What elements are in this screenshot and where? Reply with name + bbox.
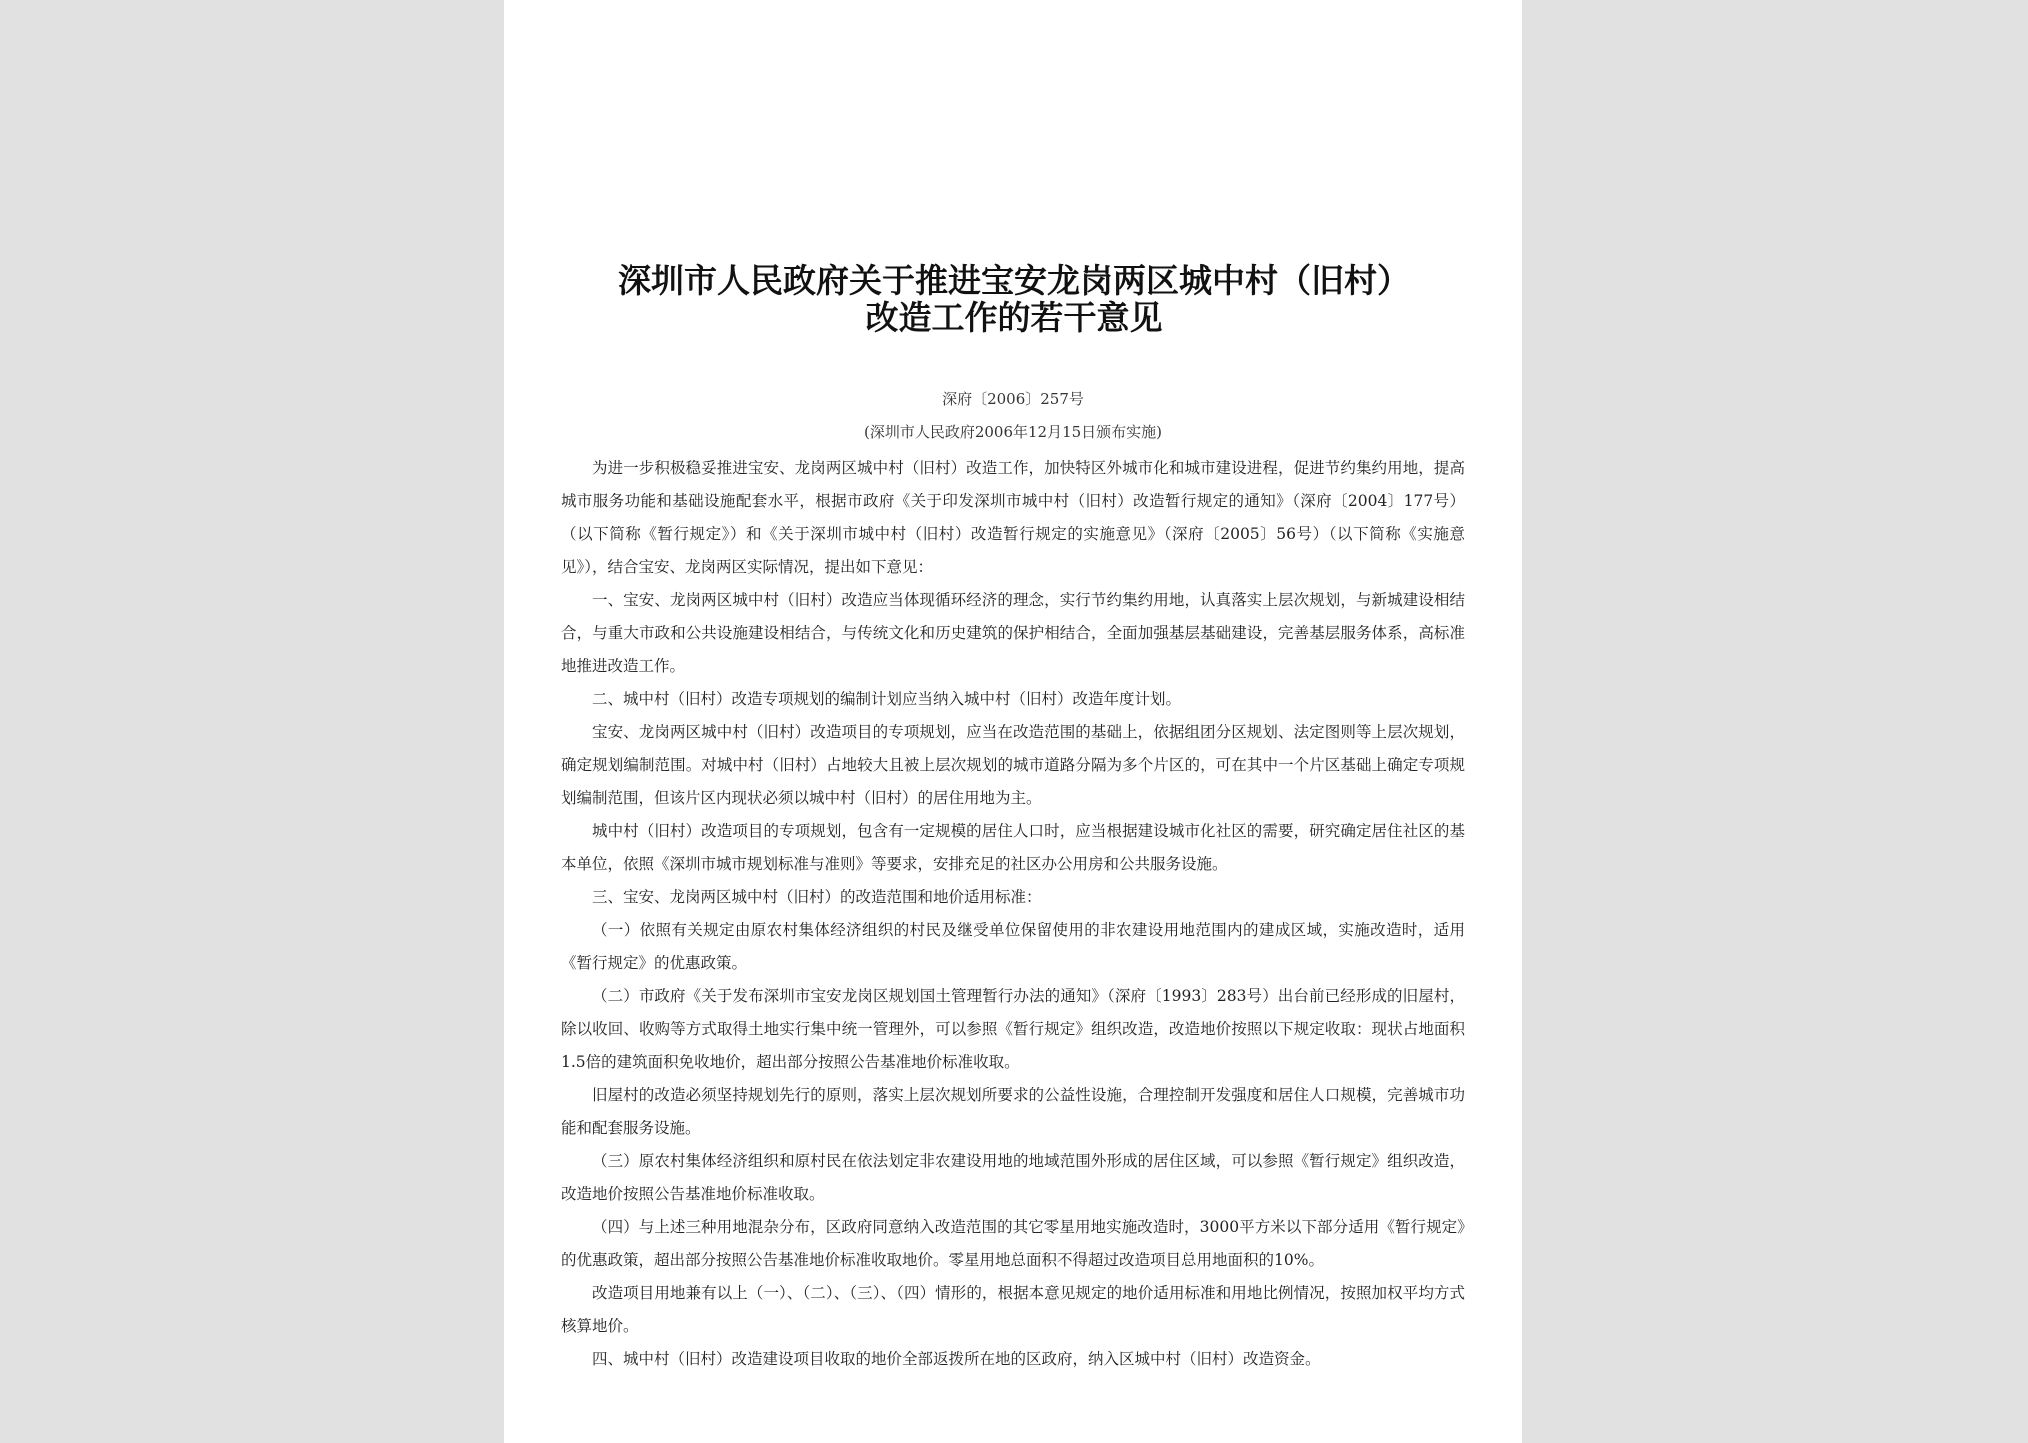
document-title: 深圳市人民政府关于推进宝安龙岗两区城中村（旧村）改造工作的若干意见 (618, 261, 1410, 337)
paragraph: 宝安、龙岗两区城中村（旧村）改造项目的专项规划，应当在改造范围的基础上，依据组团分区规划、法定图则等上层次规划，确定规划编制范围。对城中村（旧村）占地较大且被上层次规划的城市道路分隔为多个片区的，可在其中一个片区基础上确定专项规划编制范围，但该片区内现状必须以城中村（旧村）的居住用地为主。 (561, 723, 1465, 807)
document-body (561, 452, 1465, 1376)
paragraph: 改造项目用地兼有以上（一）、（二）、（三）、（四）情形的，根据本意见规定的地价适用标准和用地比例情况，按照加权平均方式核算地价。 (561, 1284, 1465, 1335)
paragraph-item-1: （一）依照有关规定由原农村集体经济组织的村民及继受单位保留使用的非农建设用地范围内的建成区域，实施改造时，适用《暂行规定》的优惠政策。 (561, 921, 1465, 972)
document-page (504, 0, 1522, 1443)
paragraph-section-4: 四、城中村（旧村）改造建设项目收取的地价全部返拨所在地的区政府，纳入区城中村（旧村）改造资金。 (592, 1350, 1321, 1368)
paragraph: 城中村（旧村）改造项目的专项规划，包含有一定规模的居住人口时，应当根据建设城市化社区的需要，研究确定居住社区的基本单位，依照《深圳市城市规划标准与准则》等要求，安排充足的社区办公用房和公共服务设施。 (561, 822, 1465, 873)
paragraph-section-2: 二、城中村（旧村）改造专项规划的编制计划应当纳入城中村（旧村）改造年度计划。 (592, 690, 1182, 708)
paragraph: 旧屋村的改造必须坚持规划先行的原则，落实上层次规划所要求的公益性设施，合理控制开发强度和居住人口规模，完善城市功能和配套服务设施。 (561, 1086, 1465, 1137)
paragraph-section-1: 一、宝安、龙岗两区城中村（旧村）改造应当体现循环经济的理念，实行节约集约用地，认真落实上层次规划，与新城建设相结合，与重大市政和公共设施建设相结合，与传统文化和历史建筑的保护相结合，全面加强基层基础建设，完善基层服务体系，高标准地推进改造工作。 (561, 591, 1465, 675)
paragraph-item-4: （四）与上述三种用地混杂分布，区政府同意纳入改造范围的其它零星用地实施改造时，3000平方米以下部分适用《暂行规定》的优惠政策，超出部分按照公告基准地价标准收取地价。零星用地总面积不得超过改造项目总用地面积的10%。 (561, 1218, 1465, 1269)
document-number: 深府〔2006〕257号 (942, 390, 1084, 408)
paragraph-section-3: 三、宝安、龙岗两区城中村（旧村）的改造范围和地价适用标准： (592, 888, 1042, 906)
paragraph-item-3: （三）原农村集体经济组织和原村民在依法划定非农建设用地的地域范围外形成的居住区域，可以参照《暂行规定》组织改造，改造地价按照公告基准地价标准收取。 (561, 1152, 1465, 1203)
paragraph-item-2: （二）市政府《关于发布深圳市宝安龙岗区规划国土管理暂行办法的通知》（深府〔1993〕283号）出台前已经形成的旧屋村，除以收回、收购等方式取得土地实行集中统一管理外，可以参照《暂行规定》组织改造，改造地价按照以下规定收取：现状占地面积1.5倍的建筑面积免收地价，超出部分按照公告基准地价标准收取。 (561, 987, 1465, 1071)
issuance-note: (深圳市人民政府2006年12月15日颁布实施) (863, 423, 1163, 441)
paragraph-preamble: 为进一步积极稳妥推进宝安、龙岗两区城中村（旧村）改造工作，加快特区外城市化和城市建设进程，促进节约集约用地，提高城市服务功能和基础设施配套水平，根据市政府《关于印发深圳市城中村（旧村）改造暂行规定的通知》（深府〔2004〕177号）（以下简称《暂行规定》）和《关于深圳市城中村（旧村）改造暂行规定的实施意见》（深府〔2005〕56号）（以下简称《实施意见》），结合宝安、龙岗两区实际情况，提出如下意见： (561, 459, 1465, 576)
